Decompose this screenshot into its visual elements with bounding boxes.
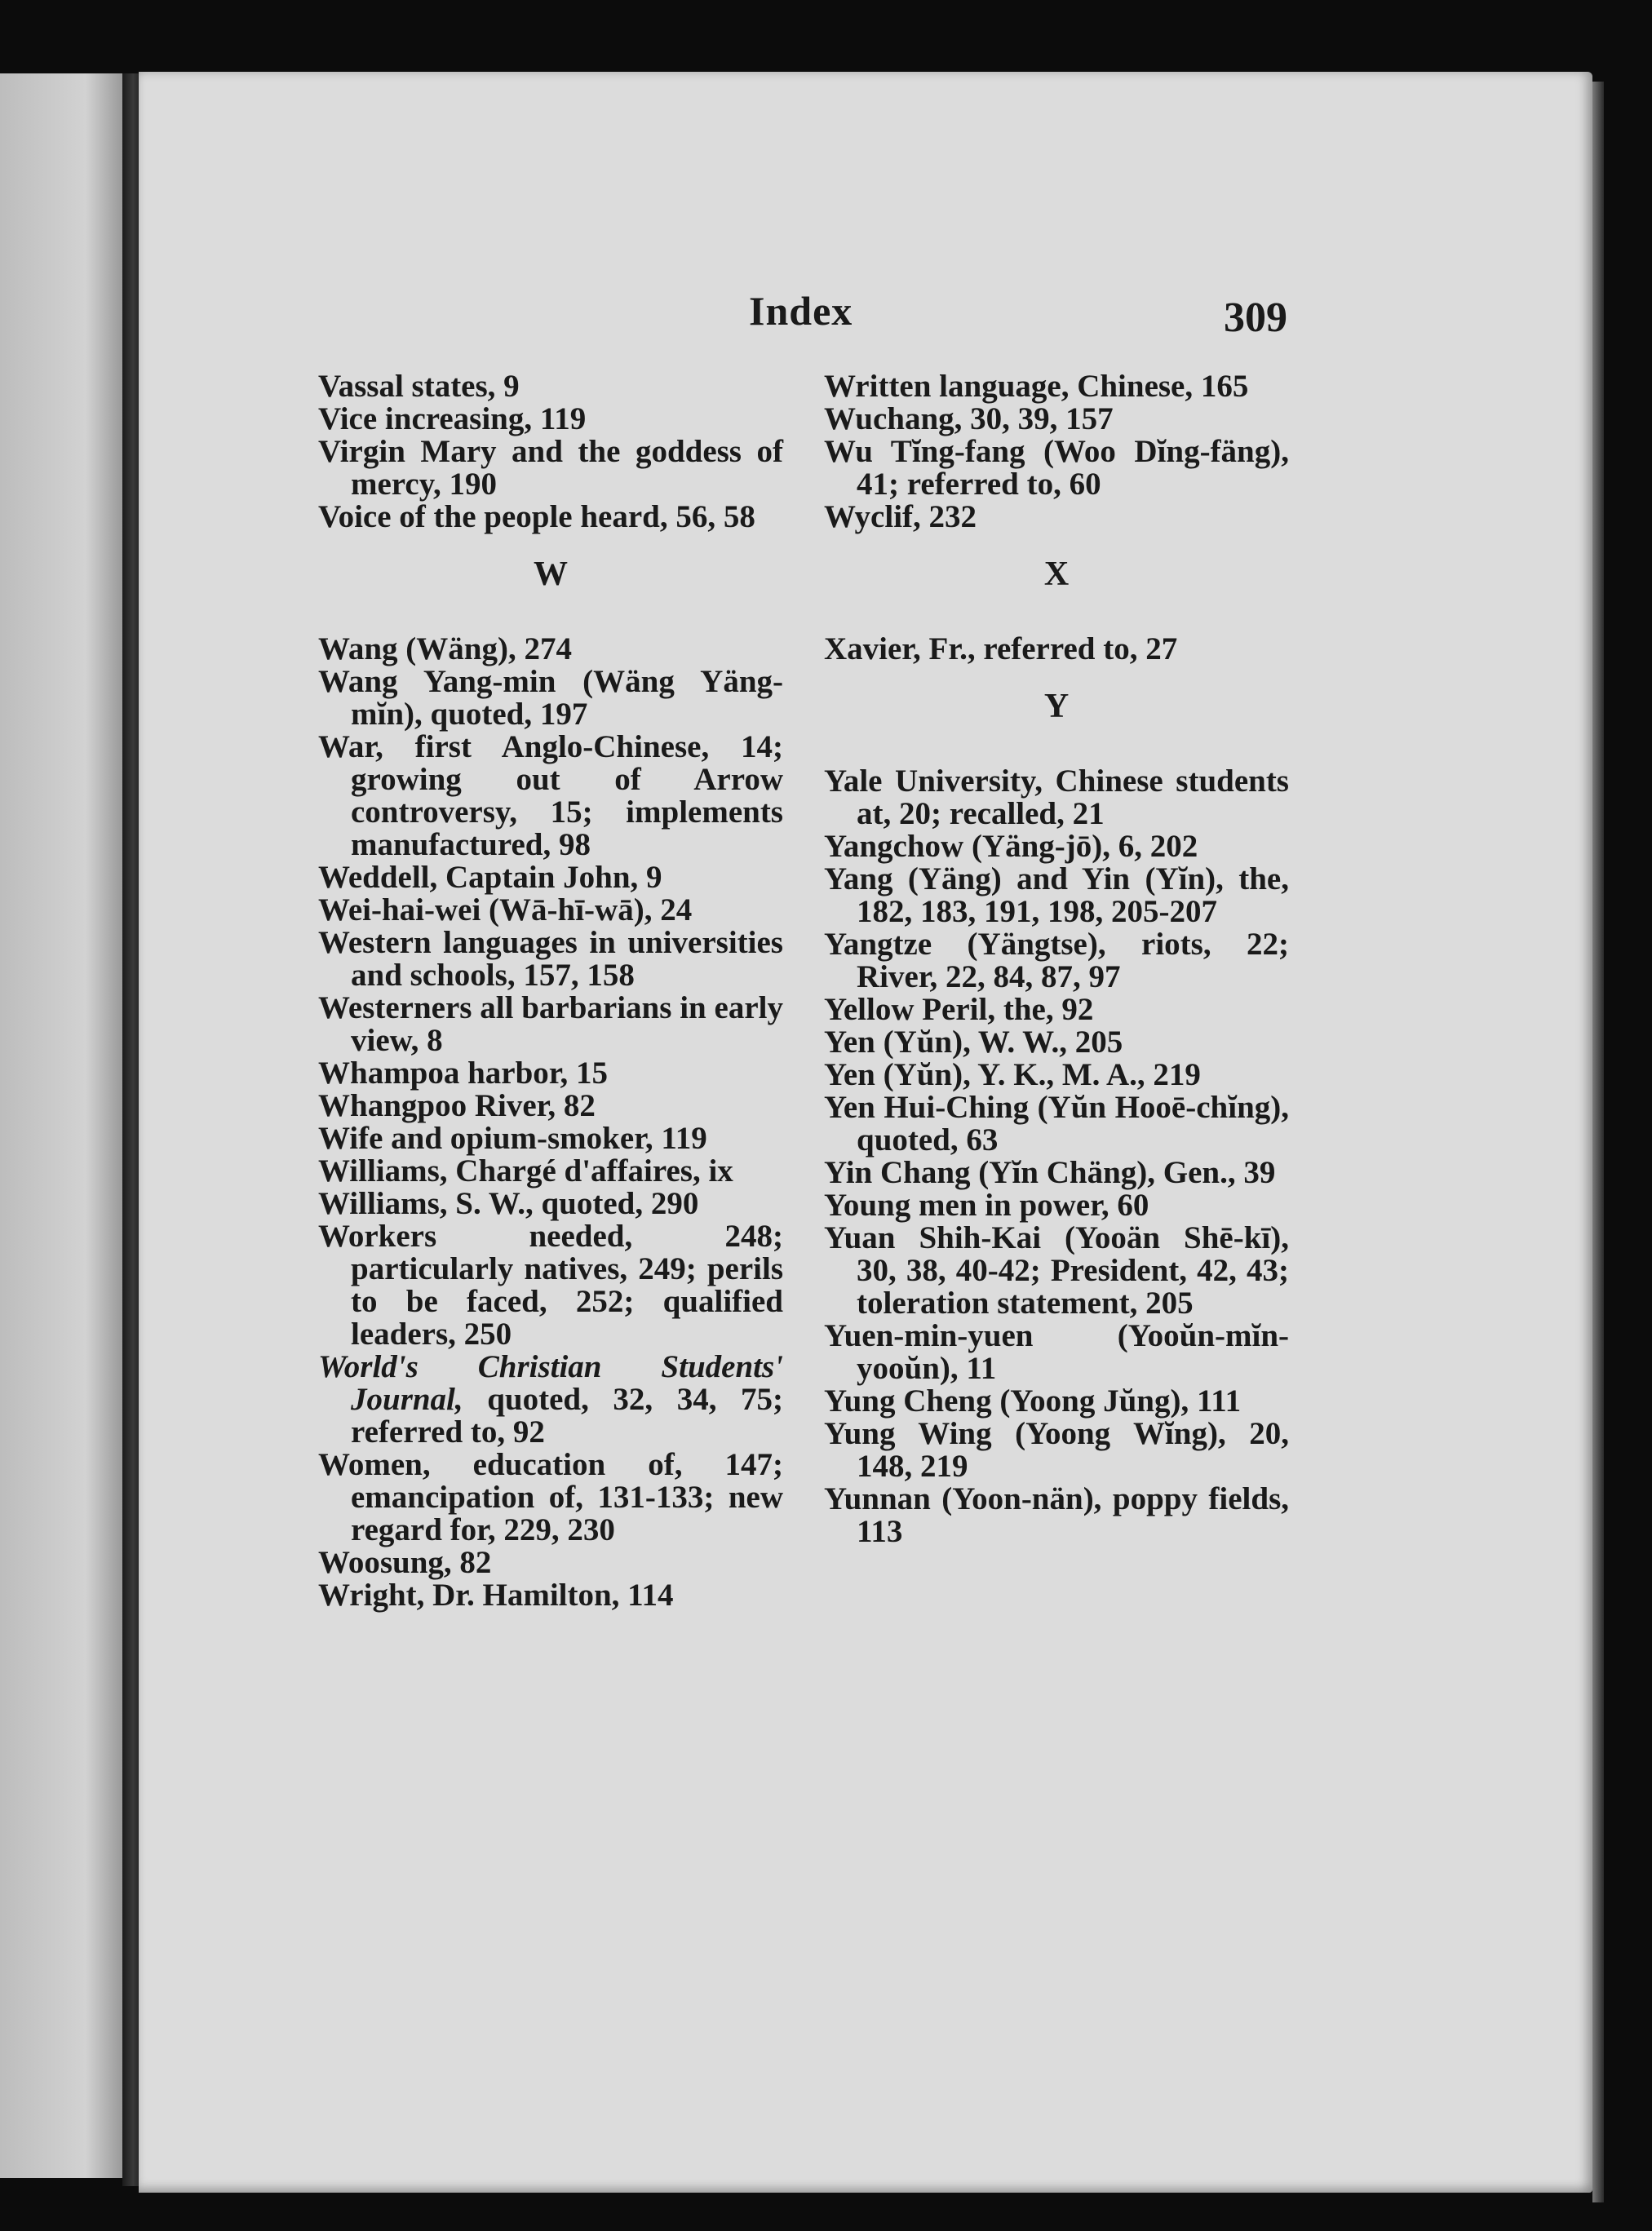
index-entry: Xavier, Fr., referred to, 27	[824, 631, 1178, 666]
index-entry: Yangtze (Yängtse), riots, 22; River, 22, 84, 87, 97	[824, 927, 1289, 994]
index-entry: Voice of the people heard, 56, 58	[318, 499, 755, 534]
index-entry: Wu Tĭng-fang (Woo Dĭng-fäng), 41; referred to, 60	[824, 434, 1289, 502]
page-number: 309	[1224, 294, 1287, 341]
index-entry: Yin Chang (Yĭn Chäng), Gen., 39	[824, 1155, 1276, 1190]
index-entry: Yunnan (Yoon-nän), poppy fields, 113	[824, 1481, 1289, 1549]
index-entry: Yung Wing (Yoong Wĭng), 20, 148, 219	[824, 1416, 1289, 1484]
letter-heading-w: W	[534, 556, 568, 593]
index-entry: War, first Anglo-Chinese, 14; growing out of Arrow controversy, 15; implements manufactured, 98	[318, 729, 783, 862]
index-entry: Young men in power, 60	[824, 1188, 1149, 1223]
index-entry: Wife and opium-smoker, 119	[318, 1121, 707, 1156]
index-entry: Wei-hai-wei (Wā-hī-wā), 24	[318, 892, 693, 927]
index-entry: Women, education of, 147; emancipation of, 131-133; new regard for, 229, 230	[318, 1447, 783, 1547]
index-entry: Yellow Peril, the, 92	[824, 992, 1094, 1027]
letter-heading-x: X	[1043, 556, 1070, 593]
index-entry: Weddell, Captain John, 9	[318, 860, 662, 895]
index-entry: Yen (Yŭn), Y. K., M. A., 219	[824, 1057, 1201, 1092]
index-entry: Yuen-min-yuen (Yooŭn-mĭn-yooŭn), 11	[824, 1318, 1289, 1386]
index-entry: Wang (Wäng), 274	[318, 631, 572, 666]
journal-references: quoted, 32, 34, 75; referred to, 92	[351, 1382, 783, 1450]
index-entry: Westerners all barbarians in early view, 8	[318, 990, 783, 1058]
running-head: Index	[749, 288, 853, 334]
index-entry: Wyclif, 232	[824, 499, 977, 534]
index-entry-journal	[318, 1351, 783, 1449]
index-entry: Virgin Mary and the goddess of mercy, 190	[318, 434, 783, 502]
index-entry: Western languages in universities and schools, 157, 158	[318, 925, 783, 993]
index-column-left	[318, 370, 783, 1612]
index-entry: Yuan Shih-Kai (Yooän Shē-kī), 30, 38, 40-42; President, 42, 43; toleration statement, 205	[824, 1220, 1289, 1321]
index-entry: Whangpoo River, 82	[318, 1088, 596, 1123]
index-entry: Yen (Yŭn), W. W., 205	[824, 1025, 1123, 1060]
index-entry: Vassal states, 9	[318, 369, 520, 404]
index-entry: Vice increasing, 119	[318, 401, 587, 436]
index-entry: Williams, S. W., quoted, 290	[318, 1186, 699, 1221]
index-entry: Yen Hui-Ching (Yŭn Hooē-chĭng), quoted, 63	[824, 1090, 1289, 1158]
index-entry: Wang Yang-min (Wäng Yäng-mĭn), quoted, 197	[318, 664, 783, 732]
page-edge-shadow	[1592, 82, 1604, 2202]
index-entry: Workers needed, 248; particularly natives, 249; perils to be faced, 252; qualified leaders, 250	[318, 1219, 783, 1352]
facing-page-edge	[0, 73, 122, 2178]
index-entry: Woosung, 82	[318, 1545, 492, 1580]
index-entry: Wuchang, 30, 39, 157	[824, 401, 1114, 436]
index-entry: Whampoa harbor, 15	[318, 1056, 609, 1091]
index-column-right	[824, 370, 1289, 1548]
letter-heading-y: Y	[1043, 688, 1070, 725]
index-entry: Written language, Chinese, 165	[824, 369, 1249, 404]
index-entry: Yang (Yäng) and Yin (Yĭn), the, 182, 183, 191, 198, 205-207	[824, 861, 1289, 929]
index-entry: Yung Cheng (Yoong Jŭng), 111	[824, 1383, 1242, 1419]
journal-title: World's Christian Students' Journal,	[318, 1349, 783, 1417]
index-entry: Williams, Chargé d'affaires, ix	[318, 1153, 733, 1189]
index-entry: Wright, Dr. Hamilton, 114	[318, 1578, 674, 1613]
index-entry: Yangchow (Yäng-jō), 6, 202	[824, 829, 1198, 864]
book-gutter	[122, 73, 140, 2186]
index-entry: Yale University, Chinese students at, 20; recalled, 21	[824, 764, 1289, 831]
